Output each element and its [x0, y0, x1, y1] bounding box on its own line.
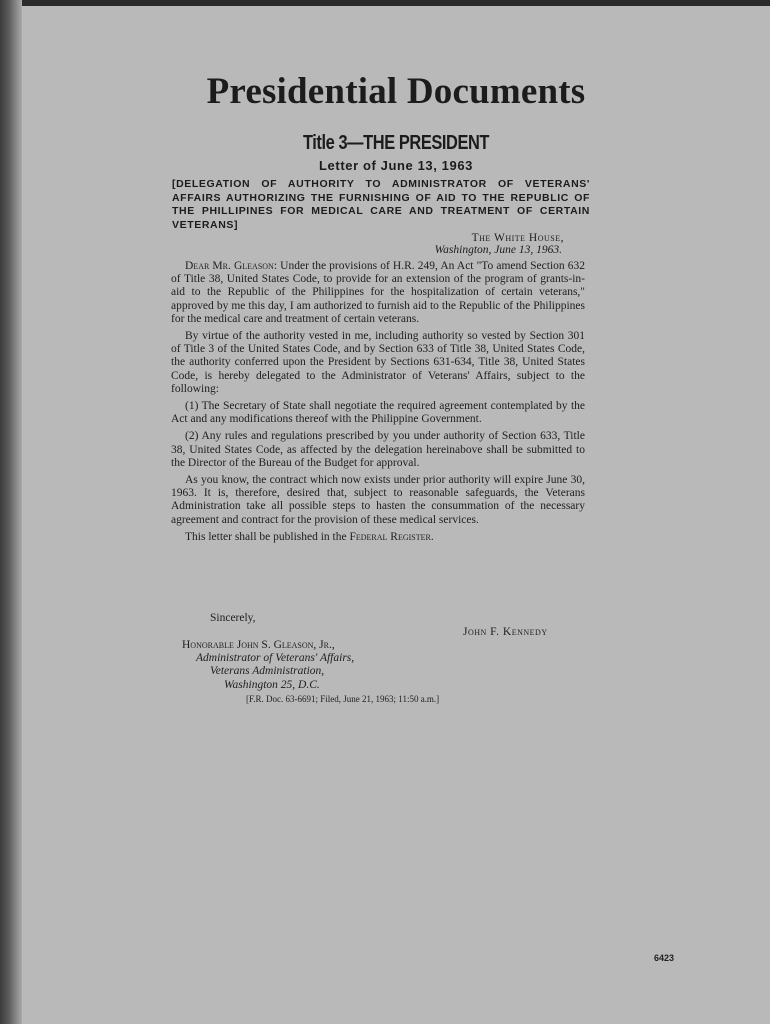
federal-register-text: Federal Register — [349, 530, 431, 543]
fr-doc-note: [F.R. Doc. 63-6691; Filed, June 21, 1963; 11:50 a.m.] — [246, 694, 440, 704]
salutation: Dear Mr. Gleason: — [185, 260, 278, 272]
letter-date-heading: Letter of June 13, 1963 — [319, 158, 473, 173]
paragraph: (2) Any rules and regulations prescribed by you under authority of Section 633, Title 38, United States Code, as affected by the delegation hereinabove shall be submitted to the Director of the Bureau of the Budget for approval. — [171, 430, 585, 469]
addressee-line: Washington 25, D.C. — [224, 678, 320, 691]
letter-place-date: Washington, June 13, 1963. — [434, 244, 562, 256]
addressee-block — [182, 639, 354, 692]
document-page — [22, 6, 770, 1024]
closing: Sincerely, — [210, 612, 256, 624]
page-number: 6423 — [654, 953, 675, 963]
paragraph: By virtue of the authority vested in me, including authority so vested by Section 301 of Title 3 of the United States Code, and by Section 633 of Title 38, United States Code, the authority conferred upon the President by Sections 631-634, Title 38, United States Code, is hereby delegated to the Administrator of Veterans' Affairs, subject to the following: — [171, 330, 585, 395]
letter-place: The White House, — [471, 232, 564, 244]
signer-name: John F. Kennedy — [463, 626, 548, 638]
paragraph: As you know, the contract which now exists under prior authority will expire June 30, 1963. It is, therefore, desired that, subject to reasonable safeguards, the Veterans Administration take all possible steps to hasten the consummation of the necessary agreement and contract for the provision of these medical services. — [171, 474, 585, 526]
addressee-line: Honorable John S. Gleason, Jr., — [182, 639, 335, 651]
publish-suffix: . — [430, 530, 434, 543]
letter-body — [171, 260, 585, 548]
paragraph: (1) The Secretary of State shall negotiate the required agreement contemplated by the Act and any modifications thereof with the Philippine Government. — [171, 400, 585, 426]
letter-caption: [DELEGATION OF AUTHORITY TO ADMINISTRATOR OF VETERANS' AFFAIRS AUTHORIZING THE FURNISHING OF AID TO THE REPUBLIC OF THE PHILLIPINES FOR MEDICAL CARE AND TREATMENT OF CERTAIN VETERANS] — [172, 178, 590, 231]
addressee-line: Administrator of Veterans' Affairs, — [196, 652, 355, 665]
publish-paragraph — [171, 531, 585, 544]
publish-prefix: This letter shall be published in the — [185, 530, 350, 543]
page-title: Presidential Documents — [206, 71, 586, 112]
section-title: Title 3—THE PRESIDENT — [302, 132, 490, 154]
addressee-line: Veterans Administration, — [210, 665, 325, 678]
book-binding-edge — [0, 0, 22, 1024]
paragraph-text: Under the provisions of H.R. 249, An Act "To amend Section 632 of Title 38, United States Code, to provide for an extension of the program of grants-in-aid to the Republic of the Philippines for the hospitalization of certain veterans," approved by me this day, I am authorized to furnish aid to the Republic of the Philippines for the medical care and treatment of certain veterans. — [171, 260, 586, 325]
paragraph — [171, 260, 585, 326]
